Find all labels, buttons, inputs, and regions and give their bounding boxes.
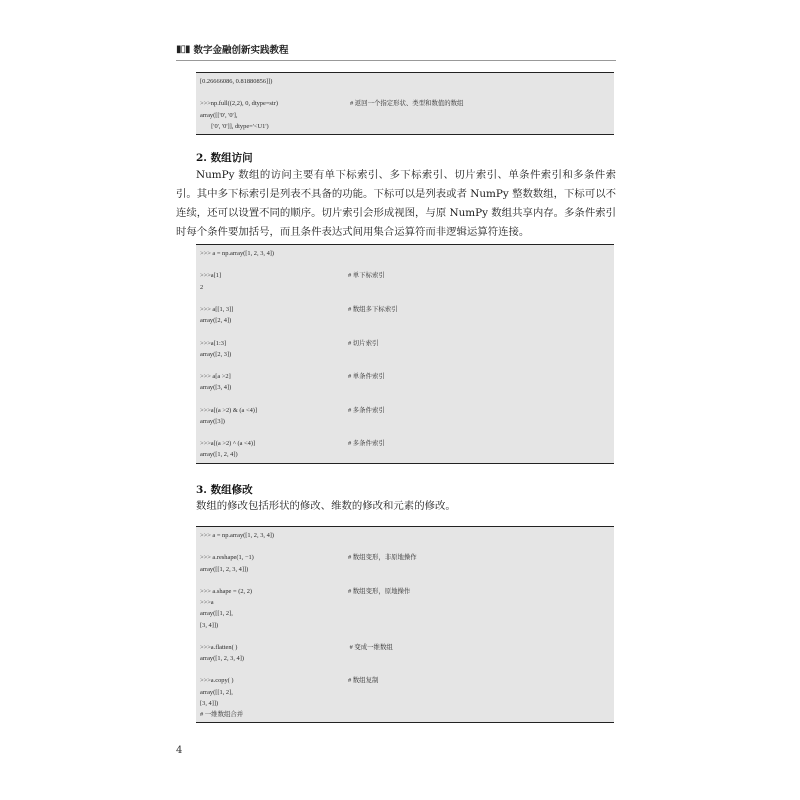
code-text: >>>a.flatten( ) (200, 643, 238, 651)
code-line (200, 586, 610, 597)
code-text: [0.26666086, 0.81880856]]) (200, 78, 273, 85)
code-comment: # 切片索引 (348, 339, 379, 347)
code-line (200, 360, 610, 371)
code-text: # 一维数组合并 (200, 711, 244, 718)
code-line (200, 121, 610, 132)
section-2-title: 2. 数组访问 (196, 152, 253, 164)
code-line (200, 338, 610, 349)
code-line (200, 98, 610, 109)
code-block-1 (196, 72, 614, 135)
code-line (200, 552, 610, 563)
code-line (200, 282, 610, 293)
code-comment: # 变成一维数组 (348, 643, 393, 651)
code-line (200, 664, 610, 675)
code-line (200, 293, 610, 304)
code-line (200, 575, 610, 586)
code-line (200, 270, 610, 281)
code-line (200, 371, 610, 382)
code-line (200, 698, 610, 709)
code-line (200, 110, 610, 121)
code-text: array([1, 2, 3, 4]) (200, 655, 245, 663)
code-line (200, 393, 610, 404)
code-text: >>>a.copy( ) (200, 677, 234, 685)
code-text: array([1, 2, 4]) (200, 451, 238, 459)
code-text: ['0', '0']], dtype='<U1') (200, 122, 269, 130)
code-comment: # 返回一个指定形状、类型和数值的数组 (350, 100, 464, 108)
code-text: >>> a = np.array([1, 2, 3, 4]) (200, 532, 275, 539)
code-comment: # 数组复制 (348, 677, 379, 685)
code-line (200, 608, 610, 619)
code-text: >>> a = np.array([1, 2, 3, 4]) (200, 250, 275, 257)
code-line (200, 620, 610, 631)
code-line (200, 709, 610, 720)
code-line (200, 326, 610, 337)
code-line (200, 449, 610, 460)
code-block-3 (196, 526, 614, 723)
code-text: >>>a[1:3] (200, 339, 227, 347)
code-text: array([3]) (200, 417, 225, 425)
running-header (176, 42, 289, 56)
code-text: >>>a (200, 599, 214, 607)
code-line (200, 427, 610, 438)
section-2-paragraph: NumPy 数组的访问主要有单下标索引、多下标索引、切片索引、单条件索引和多条件索引。其中多下标索引是列表不具备的功能。下标可以是列表或者 NumPy 整数数组，下标可以不连续，还可以设置不同的顺序。切片索引会形成视图，与原 NumPy 数组共享内存。多条件索引时每个条件要加括号，而且条件表达式间用集合运算符而非逻辑运算符连接。 (176, 169, 616, 238)
code-text: >>> a.shape = (2, 2) (200, 587, 253, 595)
code-line (200, 405, 610, 416)
code-line (200, 653, 610, 664)
code-line (200, 76, 610, 87)
code-text: >>> a[a >2] (200, 373, 231, 381)
code-line (200, 315, 610, 326)
book-logo-icon: ▮▯▮ (176, 43, 190, 55)
code-text: >>> a.reshape(1, −1) (200, 554, 254, 562)
code-text: >>>a[(a >2) & (a <4)] (200, 406, 258, 414)
code-line (200, 541, 610, 552)
code-text: >>>a[(a >2) ^ (a <4)] (200, 440, 256, 448)
code-comment: # 数组变形，原地操作 (348, 587, 411, 595)
section-3-paragraph: 数组的修改包括形状的修改、维数的修改和元素的修改。 (196, 500, 456, 512)
code-text: array([3, 4]) (200, 384, 232, 392)
code-line (200, 304, 610, 315)
code-text: >>>np.full((2,2), 0, dtype=str) (200, 100, 278, 108)
code-line (200, 642, 610, 653)
code-block-2 (196, 244, 614, 464)
code-line (200, 382, 610, 393)
code-comment: # 数组多下标索引 (348, 305, 398, 313)
code-text: array([2, 4]) (200, 317, 232, 325)
code-line (200, 597, 610, 608)
code-comment: # 单下标索引 (348, 272, 385, 280)
page-number: 4 (176, 745, 183, 756)
book-title: 数字金融创新实践教程 (193, 45, 289, 56)
code-comment: # 多条件索引 (348, 440, 385, 448)
code-line (200, 687, 610, 698)
code-comment: # 单条件索引 (348, 373, 385, 381)
header-rule (176, 60, 616, 61)
code-text: array([[1, 2], (200, 610, 233, 618)
code-comment: # 多条件索引 (348, 406, 385, 414)
code-line (200, 248, 610, 259)
code-text: >>>a[1] (200, 272, 222, 280)
code-text: array([[1, 2, 3, 4]]) (200, 565, 249, 573)
code-line (200, 259, 610, 270)
code-text: [3, 4]]) (200, 699, 219, 707)
code-text: array([[1, 2], (200, 688, 233, 696)
code-line (200, 416, 610, 427)
code-line (200, 530, 610, 541)
code-line (200, 564, 610, 575)
code-line (200, 631, 610, 642)
section-3-title: 3. 数组修改 (196, 484, 253, 496)
code-text: >>> a[[1, 3]] (200, 305, 234, 313)
code-text: 2 (200, 283, 204, 291)
code-text: array([['0', '0'], (200, 111, 238, 119)
code-line (200, 87, 610, 98)
code-line (200, 349, 610, 360)
code-text: [3, 4]]) (200, 621, 219, 629)
code-text: array([2, 3]) (200, 350, 232, 358)
code-line (200, 438, 610, 449)
code-line (200, 675, 610, 686)
code-comment: # 数组变形，非原地操作 (348, 554, 417, 562)
